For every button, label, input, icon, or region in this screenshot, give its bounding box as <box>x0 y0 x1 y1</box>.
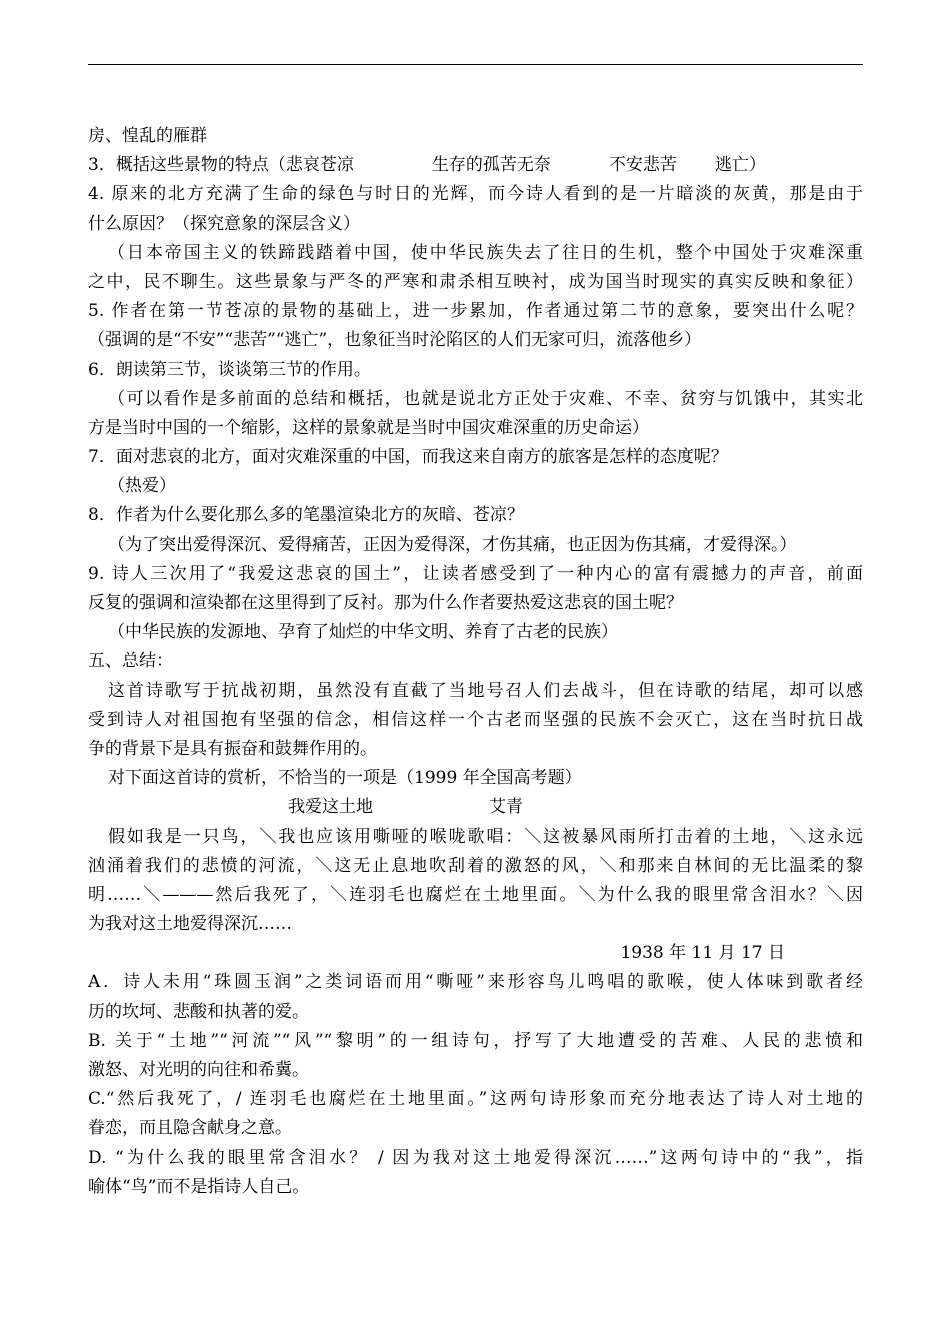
option-c: C.“然后我死了，/ 连羽毛也腐烂在土地里面。”这两句诗形象而充分地表达了诗人对土地的 <box>88 1089 863 1110</box>
section-heading-summary: 五、总结： <box>88 651 173 672</box>
answer-7: （热爱） <box>108 476 176 497</box>
question-5: 5. 作者在第一节苍凉的景物的基础上，进一步累加，作者通过第二节的意象，要突出什么呢？ <box>88 301 863 322</box>
text-line: 方是当时中国的一个缩影，这样的景象就是当时中国灾难深重的历史命运） <box>88 417 649 438</box>
text-line: 眷恋，而且隐含献身之意。 <box>88 1118 292 1139</box>
question-6: 6．朗读第三节，谈谈第三节的作用。 <box>88 359 371 380</box>
text-line: 历的坎坷、悲酸和执著的爱。 <box>88 1001 309 1022</box>
text-line: 喻体“鸟”而不是指诗人自己。 <box>88 1176 310 1197</box>
text-line: 房、惶乱的雁群 <box>88 126 207 146</box>
option-b: B. 关于“土地”“河流”“风”“黎明”的一组诗句，抒写了大地遭受的苦难、人民的悲愤和 <box>88 1030 863 1051</box>
poem-title-line <box>88 793 863 822</box>
poem-text: 假如我是一只鸟，＼我也应该用嘶哑的喉咙歌唱：＼这被暴风雨所打击着的土地，＼这永远 <box>108 826 863 847</box>
text-line: 明……＼———然后我死了，＼连羽毛也腐烂在土地里面。＼为什么我的眼里常含泪水？＼因 <box>88 884 863 905</box>
question-3: 3．概括这些景物的特点（悲哀苍凉 生存的孤苦无奈 不安悲苦 逃亡） <box>88 155 766 176</box>
poem-title: 我爱这土地 <box>288 797 373 818</box>
question-9: 9. 诗人三次用了“我爱这悲哀的国土”，让读者感受到了一种内心的富有震撼力的声音，前面 <box>88 563 863 584</box>
answer-9: （中华民族的发源地、孕育了灿烂的中华文明、养育了古老的民族） <box>108 622 618 643</box>
text-line: 汹涌着我们的悲愤的河流，＼这无止息地吹刮着的激怒的风，＼和那来自林间的无比温柔的黎 <box>88 855 863 876</box>
summary-paragraph: 这首诗歌写于抗战初期，虽然没有直截了当地号召人们去战斗，但在诗歌的结尾，却可以感 <box>108 680 863 701</box>
option-d: D. “为什么我的眼里常含泪水？ / 因为我对这土地爱得深沉……”这两句诗中的“我”，指 <box>88 1147 863 1168</box>
question-4: 4. 原来的北方充满了生命的绿色与时日的光辉，而今诗人看到的是一片暗淡的灰黄，那是由于 <box>88 184 863 205</box>
text-line: 之中，民不聊生。这些景象与严冬的严寒和肃杀相互映衬，成为国当时现实的真实反映和象征） <box>88 271 863 292</box>
question-8: 8．作者为什么要化那么多的笔墨渲染北方的灰暗、苍凉？ <box>88 505 524 526</box>
poem-author: 艾青 <box>489 797 523 818</box>
answer-4: （日本帝国主义的铁蹄践踏着中国，使中华民族失去了往日的生机，整个中国处于灾难深重 <box>108 242 863 263</box>
answer-8: （为了突出爱得深沉、爱得痛苦，正因为爱得深，才伤其痛，也正因为伤其痛，才爱得深。） <box>108 534 797 555</box>
answer-6: （可以看作是多前面的总结和概括，也就是说北方正处于灾难、不幸、贫穷与饥饿中，其实北 <box>108 388 863 409</box>
poem-date: 1938 年 11 月 17 日 <box>620 943 785 964</box>
exercise-prompt: 对下面这首诗的赏析，不恰当的一项是（1999 年全国高考题） <box>108 768 582 789</box>
text-line: 什么原因？（探究意象的深层含义） <box>88 213 360 234</box>
header-rule <box>88 64 863 65</box>
answer-5: （强调的是“不安”“悲苦”“逃亡”，也象征当时沦陷区的人们无家可归，流落他乡） <box>88 330 702 351</box>
option-a: A．诗人未用“珠圆玉润”之类词语而用“嘶哑”来形容鸟儿鸣唱的歌喉，使人体味到歌者经 <box>88 972 863 993</box>
text-line: 激怒、对光明的向往和希冀。 <box>88 1060 309 1080</box>
document-body <box>88 122 863 1202</box>
text-line: 为我对这土地爱得深沉…… <box>88 914 292 935</box>
text-line: 争的背景下是具有振奋和鼓舞作用的。 <box>88 738 377 759</box>
text-line: 反复的强调和渲染都在这里得到了反衬。那为什么作者要热爱这悲哀的国土呢？ <box>88 593 683 613</box>
text-line: 受到诗人对祖国抱有坚强的信念，相信这样一个古老而坚强的民族不会灭亡，这在当时抗日战 <box>88 709 863 730</box>
question-7: 7．面对悲哀的北方，面对灾难深重的中国，而我这来自南方的旅客是怎样的态度呢？ <box>88 447 728 468</box>
